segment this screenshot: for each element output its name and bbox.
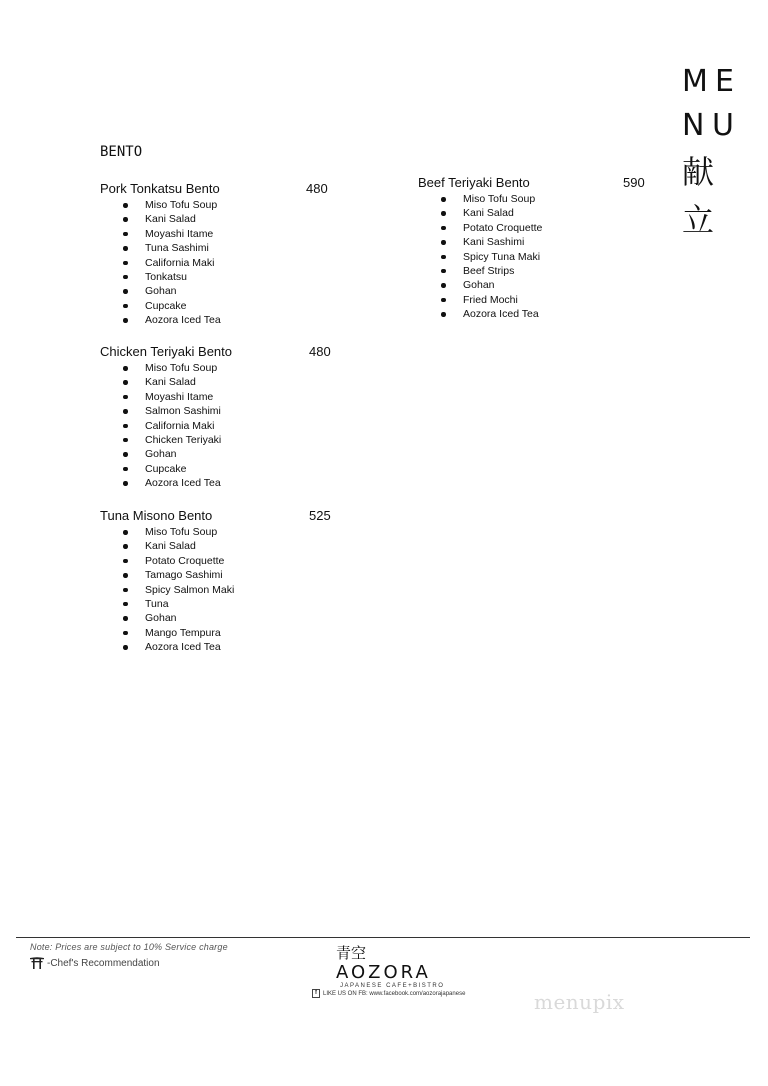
bullet-icon (123, 588, 128, 593)
bullet-icon (441, 298, 446, 303)
logo-wordmark: AOZORA (336, 962, 431, 983)
watermark: menupix (534, 990, 625, 1014)
bento-header (100, 507, 340, 525)
bullet-icon (123, 452, 128, 457)
bento-item-list (100, 198, 340, 328)
bento-price: 525 (309, 508, 331, 523)
bullet-icon (123, 232, 128, 237)
menu-title-row-2 (682, 104, 734, 148)
list-item: Gohan (418, 278, 658, 292)
menu-title (682, 60, 738, 244)
bento-price: 480 (309, 344, 331, 359)
facebook-icon: f (312, 989, 320, 998)
list-item: Gohan (100, 447, 340, 461)
bullet-icon (123, 395, 128, 400)
list-item: Kani Sashimi (418, 235, 658, 249)
list-item: Kani Salad (100, 375, 340, 389)
title-letter: E (715, 64, 734, 99)
list-item: Aozora Iced Tea (100, 313, 340, 327)
bento-header (100, 180, 340, 198)
facebook-link[interactable] (312, 989, 465, 998)
bento-name: Pork Tonkatsu Bento (100, 181, 220, 196)
list-item: Kani Salad (418, 206, 658, 220)
bento-name: Chicken Teriyaki Bento (100, 344, 232, 359)
list-item: Salmon Sashimi (100, 404, 340, 418)
list-item: Miso Tofu Soup (100, 525, 340, 539)
list-item: Tamago Sashimi (100, 568, 340, 582)
list-item: Aozora Iced Tea (418, 307, 658, 321)
bullet-icon (123, 380, 128, 385)
list-item: Tuna Sashimi (100, 241, 340, 255)
list-item: Moyashi Itame (100, 390, 340, 404)
list-item: California Maki (100, 419, 340, 433)
torii-icon (30, 957, 44, 969)
bento-chicken-teriyaki (100, 343, 340, 491)
list-item: Miso Tofu Soup (100, 361, 340, 375)
list-item: Cupcake (100, 299, 340, 313)
list-item: Moyashi Itame (100, 227, 340, 241)
bullet-icon (441, 211, 446, 216)
bento-tuna-misono (100, 507, 340, 655)
bullet-icon (123, 645, 128, 650)
bullet-icon (123, 366, 128, 371)
bullet-icon (123, 559, 128, 564)
bento-header (100, 343, 340, 361)
bullet-icon (441, 269, 446, 274)
logo-kanji: 青空 (336, 944, 367, 962)
bullet-icon (123, 616, 128, 621)
title-letter: U (712, 108, 734, 143)
list-item: Gohan (100, 611, 340, 625)
list-item: Potato Croquette (100, 554, 340, 568)
bullet-icon (123, 544, 128, 549)
bento-pork-tonkatsu (100, 180, 340, 328)
list-item: Aozora Iced Tea (100, 640, 340, 654)
bullet-icon (441, 283, 446, 288)
facebook-text: LIKE US ON FB: www.facebook.com/aozorajapanese (323, 990, 466, 997)
title-kanji: 立 (682, 201, 715, 239)
bento-item-list (418, 192, 658, 322)
bullet-icon (123, 261, 128, 266)
bullet-icon (441, 255, 446, 260)
bento-item-list (100, 525, 340, 655)
chef-recommendation-legend (30, 957, 160, 969)
bullet-icon (441, 312, 446, 317)
list-item: Gohan (100, 284, 340, 298)
bullet-icon (441, 226, 446, 231)
list-item: Spicy Salmon Maki (100, 583, 340, 597)
list-item: Miso Tofu Soup (100, 198, 340, 212)
bullet-icon (123, 203, 128, 208)
bullet-icon (123, 530, 128, 535)
bullet-icon (441, 197, 446, 202)
chef-recommendation-label: -Chef's Recommendation (47, 957, 160, 969)
bullet-icon (123, 481, 128, 486)
bullet-icon (123, 246, 128, 251)
list-item: Miso Tofu Soup (418, 192, 658, 206)
bullet-icon (123, 424, 128, 429)
list-item: Tonkatsu (100, 270, 340, 284)
bullet-icon (123, 467, 128, 472)
bullet-icon (123, 573, 128, 578)
logo-subtitle: JAPANESE CAFE+BISTRO (340, 983, 445, 989)
footer-divider (16, 937, 750, 938)
bullet-icon (123, 289, 128, 294)
title-letter: M (682, 64, 708, 99)
list-item: Potato Croquette (418, 221, 658, 235)
bullet-icon (123, 602, 128, 607)
list-item: Fried Mochi (418, 293, 658, 307)
list-item: California Maki (100, 256, 340, 270)
list-item: Kani Salad (100, 539, 340, 553)
bullet-icon (123, 275, 128, 280)
list-item: Spicy Tuna Maki (418, 250, 658, 264)
bullet-icon (123, 318, 128, 323)
list-item: Beef Strips (418, 264, 658, 278)
list-item: Chicken Teriyaki (100, 433, 340, 447)
bento-name: Beef Teriyaki Bento (418, 175, 530, 190)
bento-beef-teriyaki (418, 174, 658, 322)
bullet-icon (123, 438, 128, 443)
service-charge-note: Note: Prices are subject to 10% Service charge (30, 942, 228, 952)
bento-item-list (100, 361, 340, 491)
list-item: Kani Salad (100, 212, 340, 226)
title-letter: N (682, 108, 705, 143)
bullet-icon (123, 304, 128, 309)
bento-price: 590 (623, 175, 645, 190)
list-item: Cupcake (100, 462, 340, 476)
bento-header (418, 174, 658, 192)
bento-name: Tuna Misono Bento (100, 508, 213, 523)
bullet-icon (123, 409, 128, 414)
list-item: Mango Tempura (100, 626, 340, 640)
bullet-icon (123, 631, 128, 636)
list-item: Aozora Iced Tea (100, 476, 340, 490)
list-item: Tuna (100, 597, 340, 611)
menu-title-row-1 (682, 60, 734, 104)
bento-price: 480 (306, 181, 328, 196)
bullet-icon (123, 217, 128, 222)
bullet-icon (441, 240, 446, 245)
section-heading: BENTO (100, 144, 143, 160)
title-kanji: 献 (682, 153, 715, 191)
